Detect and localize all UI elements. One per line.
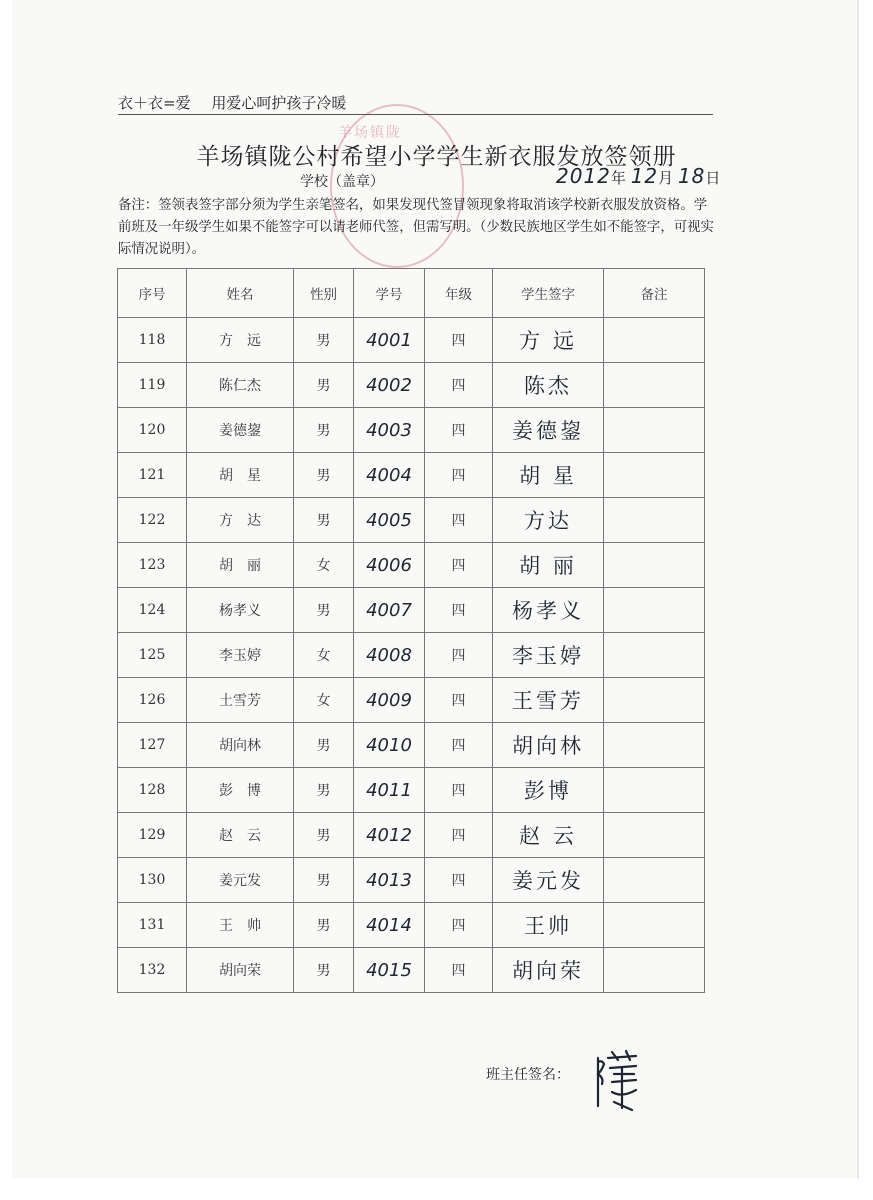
table-row <box>118 903 705 948</box>
cell-student-signature: 胡向荣 <box>493 948 604 993</box>
table-row <box>118 408 705 453</box>
teacher-signature-icon <box>592 1048 640 1112</box>
cell-gender: 男 <box>294 363 354 408</box>
cell-student-signature: 李玉婷 <box>493 633 604 678</box>
cell-grade: 四 <box>425 543 493 588</box>
cell-name: 土雪芳 <box>187 678 294 723</box>
table-row <box>118 813 705 858</box>
cell-name: 李玉婷 <box>187 633 294 678</box>
cell-student-signature: 胡向林 <box>493 723 604 768</box>
cell-gender: 男 <box>294 408 354 453</box>
cell-number: 122 <box>118 498 187 543</box>
table-row <box>118 498 705 543</box>
cell-student-signature: 方达 <box>493 498 604 543</box>
table-row <box>118 858 705 903</box>
cell-remark <box>604 858 705 903</box>
cell-gender: 男 <box>294 948 354 993</box>
cell-student-signature: 方 远 <box>493 318 604 363</box>
header-cell: 序号 <box>118 269 187 318</box>
cell-number: 121 <box>118 453 187 498</box>
cell-number: 127 <box>118 723 187 768</box>
cell-remark <box>604 813 705 858</box>
note-text: 备注：签领表签字部分须为学生亲笔签名，如果发现代签冒领现象将取消该学校新衣服发放资格。学前班及一年级学生如果不能签字可以请老师代签，但需写明。（少数民族地区学生如不能签字，可视实际情况说明）。 <box>118 198 714 257</box>
cell-remark <box>604 543 705 588</box>
cell-number: 118 <box>118 318 187 363</box>
header-right: 用爱心呵护孩子冷暖 <box>211 94 347 112</box>
cell-grade: 四 <box>425 903 493 948</box>
cell-number: 131 <box>118 903 187 948</box>
cell-remark <box>604 903 705 948</box>
cell-grade: 四 <box>425 633 493 678</box>
cell-student-id: 4014 <box>354 903 425 948</box>
cell-grade: 四 <box>425 408 493 453</box>
date-year: 2012 <box>556 164 611 188</box>
cell-remark <box>604 723 705 768</box>
cell-number: 129 <box>118 813 187 858</box>
date-day: 18 <box>677 164 706 188</box>
cell-gender: 男 <box>294 453 354 498</box>
cell-student-signature: 杨孝义 <box>493 588 604 633</box>
cell-name: 方 远 <box>187 318 294 363</box>
cell-gender: 男 <box>294 588 354 633</box>
cell-name: 方 达 <box>187 498 294 543</box>
header-left: 衣＋衣=爱 <box>118 94 191 112</box>
cell-remark <box>604 768 705 813</box>
cell-remark <box>604 498 705 543</box>
cell-grade: 四 <box>425 768 493 813</box>
page-title: 羊场镇陇公村希望小学学生新衣服发放签领册 <box>196 144 677 170</box>
school-label: 学校（盖章） <box>300 174 384 190</box>
date-year-unit: 年 <box>610 169 626 187</box>
cell-remark <box>604 453 705 498</box>
cell-student-signature: 胡 星 <box>493 453 604 498</box>
table-row <box>118 543 705 588</box>
cell-name: 陈仁杰 <box>187 363 294 408</box>
cell-gender: 女 <box>294 633 354 678</box>
cell-name: 胡向林 <box>187 723 294 768</box>
table-row <box>118 363 705 408</box>
cell-gender: 男 <box>294 318 354 363</box>
cell-student-signature: 陈杰 <box>493 363 604 408</box>
header-cell: 性别 <box>294 269 354 318</box>
cell-student-signature: 王雪芳 <box>493 678 604 723</box>
cell-student-id: 4004 <box>354 453 425 498</box>
cell-student-id: 4011 <box>354 768 425 813</box>
cell-student-signature: 赵 云 <box>493 813 604 858</box>
cell-name: 胡向荣 <box>187 948 294 993</box>
table-body <box>118 318 705 993</box>
date-day-unit: 日 <box>705 169 721 187</box>
cell-number: 124 <box>118 588 187 633</box>
table-row <box>118 678 705 723</box>
cell-gender: 男 <box>294 903 354 948</box>
cell-gender: 男 <box>294 858 354 903</box>
cell-gender: 男 <box>294 723 354 768</box>
cell-name: 胡 丽 <box>187 543 294 588</box>
cell-grade: 四 <box>425 588 493 633</box>
cell-remark <box>604 948 705 993</box>
cell-number: 130 <box>118 858 187 903</box>
cell-student-id: 4005 <box>354 498 425 543</box>
cell-name: 姜元发 <box>187 858 294 903</box>
teacher-signature-label: 班主任签名： <box>486 1067 570 1083</box>
cell-grade: 四 <box>425 363 493 408</box>
cell-student-id: 4008 <box>354 633 425 678</box>
cell-gender: 女 <box>294 543 354 588</box>
header-cell: 姓名 <box>187 269 294 318</box>
cell-student-id: 4012 <box>354 813 425 858</box>
header-cell: 备注 <box>604 269 705 318</box>
cell-grade: 四 <box>425 948 493 993</box>
cell-gender: 女 <box>294 678 354 723</box>
cell-student-id: 4015 <box>354 948 425 993</box>
table-row <box>118 948 705 993</box>
cell-student-signature: 胡 丽 <box>493 543 604 588</box>
cell-name: 杨孝义 <box>187 588 294 633</box>
sign-sheet-table <box>117 268 705 993</box>
cell-name: 赵 云 <box>187 813 294 858</box>
cell-grade: 四 <box>425 318 493 363</box>
cell-remark <box>604 588 705 633</box>
cell-number: 125 <box>118 633 187 678</box>
cell-grade: 四 <box>425 723 493 768</box>
table-row <box>118 723 705 768</box>
cell-grade: 四 <box>425 858 493 903</box>
cell-number: 120 <box>118 408 187 453</box>
cell-grade: 四 <box>425 813 493 858</box>
cell-student-id: 4009 <box>354 678 425 723</box>
cell-student-id: 4013 <box>354 858 425 903</box>
cell-grade: 四 <box>425 678 493 723</box>
cell-remark <box>604 363 705 408</box>
cell-grade: 四 <box>425 453 493 498</box>
cell-student-id: 4003 <box>354 408 425 453</box>
cell-number: 126 <box>118 678 187 723</box>
cell-gender: 男 <box>294 813 354 858</box>
date-month: 12 <box>630 164 659 188</box>
table-row <box>118 318 705 363</box>
header-cell: 学号 <box>354 269 425 318</box>
cell-name: 姜德鋆 <box>187 408 294 453</box>
cell-number: 132 <box>118 948 187 993</box>
cell-student-signature: 姜元发 <box>493 858 604 903</box>
table-row <box>118 633 705 678</box>
cell-remark <box>604 318 705 363</box>
cell-number: 128 <box>118 768 187 813</box>
cell-student-id: 4001 <box>354 318 425 363</box>
stamp-text: 羊场镇陇 <box>338 125 402 141</box>
cell-gender: 男 <box>294 768 354 813</box>
date-line <box>556 164 720 188</box>
cell-student-signature: 王帅 <box>493 903 604 948</box>
cell-student-signature: 姜德鋆 <box>493 408 604 453</box>
cell-student-signature: 彭博 <box>493 768 604 813</box>
header-cell: 学生签字 <box>493 269 604 318</box>
cell-name: 彭 博 <box>187 768 294 813</box>
cell-student-id: 4010 <box>354 723 425 768</box>
cell-number: 119 <box>118 363 187 408</box>
cell-student-id: 4002 <box>354 363 425 408</box>
cell-remark <box>604 678 705 723</box>
header-slogan <box>118 92 713 115</box>
cell-number: 123 <box>118 543 187 588</box>
cell-remark <box>604 408 705 453</box>
cell-name: 王 帅 <box>187 903 294 948</box>
cell-grade: 四 <box>425 498 493 543</box>
cell-student-id: 4006 <box>354 543 425 588</box>
table-row <box>118 588 705 633</box>
cell-gender: 男 <box>294 498 354 543</box>
table-row <box>118 768 705 813</box>
date-month-unit: 月 <box>658 169 674 187</box>
table-row <box>118 453 705 498</box>
header-cell: 年级 <box>425 269 493 318</box>
cell-student-id: 4007 <box>354 588 425 633</box>
cell-remark <box>604 633 705 678</box>
table-header-row <box>118 269 705 318</box>
cell-name: 胡 星 <box>187 453 294 498</box>
